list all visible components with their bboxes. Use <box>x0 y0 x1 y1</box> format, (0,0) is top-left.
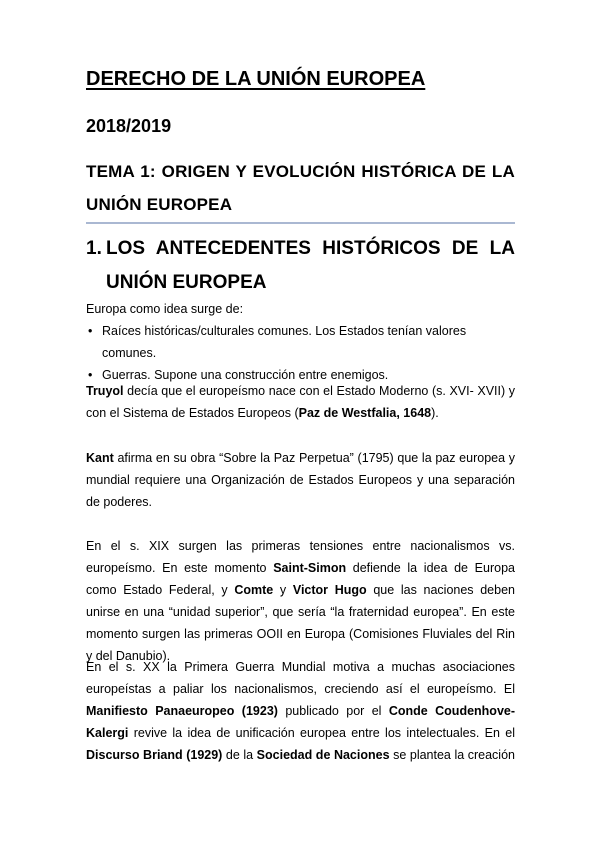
paragraph-text: revive la idea de unificación europea entre los intelectuales. En el <box>128 726 515 740</box>
paragraph-xx-century <box>86 656 515 766</box>
document-title: DERECHO DE LA UNIÓN EUROPEA <box>86 68 426 90</box>
origins-list <box>86 320 515 386</box>
academic-year: 2018/2019 <box>86 116 172 136</box>
bold-term: Kant <box>86 451 114 465</box>
section-title-line2: UNIÓN EUROPEA <box>106 272 267 293</box>
bold-term: Paz de Westfalia, 1648 <box>298 406 432 420</box>
paragraph-text: de la <box>222 748 257 762</box>
bold-term: Conde Coudenhove-Kalergi <box>86 704 516 740</box>
heading-divider <box>86 222 515 224</box>
paragraph-kant <box>86 447 515 513</box>
bold-term: Comte <box>234 583 274 597</box>
paragraph-text: ). <box>431 406 439 420</box>
bold-term: Manifiesto Panaeuropeo (1923) <box>86 704 278 718</box>
bold-term: Discurso Briand (1929) <box>86 748 223 762</box>
paragraph-text: defiende la idea de Europa como Estado Federal, y <box>86 561 515 597</box>
section-title-line1: LOS ANTECEDENTES HISTÓRICOS DE LA <box>106 238 515 259</box>
paragraph-text: En el s. XX la Primera Guerra Mundial motiva a muchas asociaciones europeístas a paliar los nacionalismos, creciendo así el europeísmo. El <box>86 660 515 696</box>
paragraph-xix-century <box>86 535 515 667</box>
paragraph-truyol <box>86 380 515 424</box>
intro-paragraph: Europa como idea surge de: <box>86 302 244 316</box>
bold-term: Sociedad de Naciones <box>256 748 390 762</box>
list-item: • Raíces históricas/culturales comunes. Los Estados tenían valores comunes. <box>86 320 515 364</box>
list-item: • Guerras. Supone una construcción entre enemigos. <box>86 364 515 386</box>
bold-term: Victor Hugo <box>292 583 367 597</box>
section-heading <box>86 232 515 300</box>
paragraph-text: afirma en su obra “Sobre la Paz Perpetua” (1795) que la paz europea y mundial requiere una Organización de Estados Europeos y una separación de poderes. <box>86 451 515 509</box>
paragraph-text: decía que el europeísmo nace con el Estado Moderno (s. XVI- XVII) y con el Sistema de Estados Europeos ( <box>86 384 515 420</box>
paragraph-text: y <box>273 583 293 597</box>
bold-term: Truyol <box>86 384 124 398</box>
paragraph-text: se plantea la creación <box>389 748 515 762</box>
section-number: 1. <box>86 238 102 259</box>
paragraph-text: En el s. XIX surgen las primeras tensiones entre nacionalismos vs. europeísmo. En este momento <box>86 539 515 575</box>
paragraph-text: que las naciones deben unirse en una “unidad superior”, que sería “la fraternidad europea”. En este momento surgen las primeras OOII en Europa (Comisiones Fluviales del Rin y del Danubio). <box>86 583 515 663</box>
paragraph-text: publicado por el <box>277 704 389 718</box>
topic-heading: TEMA 1: ORIGEN Y EVOLUCIÓN HISTÓRICA DE LA UNIÓN EUROPEA <box>86 162 515 214</box>
bold-term: Saint-Simon <box>273 561 347 575</box>
